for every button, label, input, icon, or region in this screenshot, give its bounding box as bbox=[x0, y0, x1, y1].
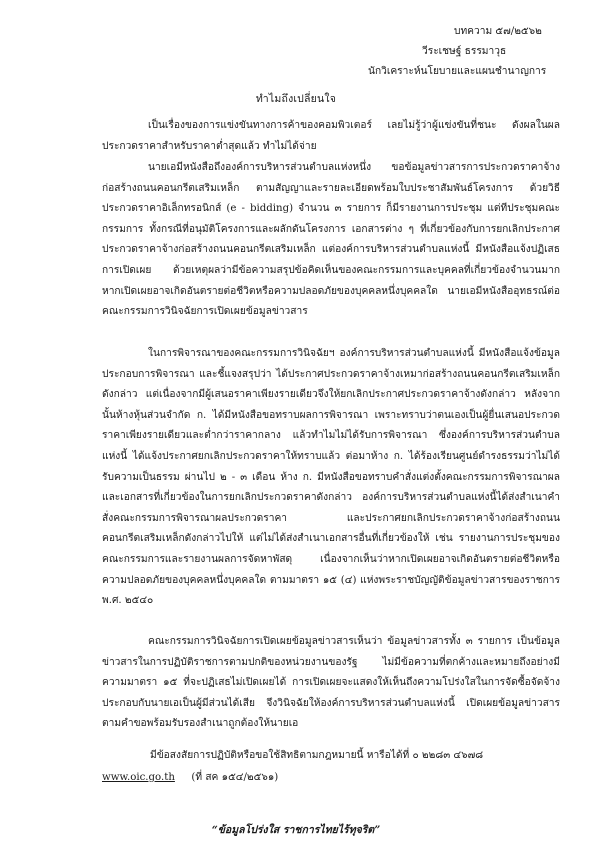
paragraph-1-text: เป็นเรื่องของการแข่งขันทางการค้าของคอมพิวเตอร์ เลยไม่รู้ว่าผู้แข่งขันที่ชนะ ดังผลในผลประกวดราคาสำหรับราคาต่ำสุดแล้ว ทำไม่ได้จ่าย bbox=[102, 120, 560, 152]
website-link[interactable]: www.oic.go.th bbox=[102, 772, 175, 783]
paragraph-3-text: ในการพิจารณาของคณะกรรมการวินิจฉัยฯ องค์การบริหารส่วนตำบลแห่งนี้ มีหนังสือแจ้งข้อมูลประกอบการพิจารณา และชี้แจงสรุปว่า ได้ประกาศประกวดราคาจ้างเหมาก่อสร้างถนนคอนกรีตเสริมเหล็กดังกล่าว แต่เนื่องจากมีผู้เสนอราคาเพียงรายเดียวจึงให้ยกเลิกประกาศประกวดราคาจ้างดังกล่าว หลังจากนั้นห้างหุ้นส่วนจำกัด ก. ได้มีหนังสือขอทราบผลการพิจารณา เพราะทราบว่าตนเองเป็นผู้ยื่นเสนอประกวดราคาเพียงรายเดียวและต่ำกว่าราคากลาง แล้วทำไมไม่ได้รับการพิจารณา ซึ่งองค์การบริหารส่วนตำบลแห่งนี้ ได้แจ้งประกาศยกเลิกประกวดราคาให้ทราบแล้ว ต่อมาห้าง ก. ได้ร้องเรียนศูนย์ดำรงธรรมว่าไม่ได้รับความเป็นธรรม ผ่านไป ๒ - ๓ เดือน ห้าง ก. มีหนังสือขอทราบคำสั่งแต่งตั้งคณะกรรมการพิจารณาผลและเอกสารที่เกี่ยวข้องในการยกเลิกประกวดราคาดังกล่าว องค์การบริหารส่วนตำบลแห่งนี้ได้ส่งสำเนาคำสั่งคณะกรรมการพิจารณาผลประกวดราคา และประกาศยกเลิกประกวดราคาจ้างก่อสร้างถนนคอนกรีตเสริมเหล็กดังกล่าวไปให้ แต่ไม่ได้ส่งสำเนาเอกสารอื่นที่เกี่ยวข้องให้ เช่น รายงานการประชุมของคณะกรรมการและรายงานผลการจัดหาพัสดุ เนื่องจากเห็นว่าหากเปิดเผยอาจเกิดอันตรายต่อชีวิตหรือความปลอดภัยของบุคคลหนึ่งบุคคลใด ตามมาตรา ๑๕ (๔) แห่งพระราชบัญญัติข้อมูลข่าวสารของราชการ พ.ศ. ๒๕๔๐ bbox=[102, 348, 560, 607]
reference-number: (ที่ สค ๑๕๔/๒๕๖๑) bbox=[191, 772, 279, 783]
author-position: นักวิเคราะห์นโยบายและแผนชำนาญการ bbox=[368, 66, 547, 77]
paragraph-3 bbox=[102, 344, 560, 612]
slogan: “ข้อมูลโปร่งใส ราชการไทยไร้ทุจริต” bbox=[211, 824, 381, 836]
author-name: วีระเชษฐ์ ธรรมาวุธ bbox=[422, 46, 507, 57]
article-title: ทำไมถึงเปลี่ยนใจ bbox=[255, 93, 337, 105]
contact-line: มีข้อสงสัยการปฏิบัติหรือขอใช้สิทธิตามกฎหมายนี้ หารือได้ที่ ๐ ๒๒๘๓ ๔๖๗๘ bbox=[150, 750, 484, 761]
issue-number: บทความ ๕๗/๒๕๖๒ bbox=[454, 26, 542, 37]
paragraph-2-text: นายเอมีหนังสือถึงองค์การบริหารส่วนตำบลแห่งหนึ่ง ขอข้อมูลข่าวสารการประกวดราคาจ้างก่อสร้างถนนคอนกรีตเสริมเหล็ก ตามสัญญาและรายละเอียดพร้อมใบประชาสัมพันธ์โครงการ ด้วยวิธีประกวดราคาอิเล็กทรอนิกส์ (e - bidding) จำนวน ๓ รายการ ก็มีรายงานการประชุม แต่ทีประชุมคณะกรรมการ ทั้งกรณีที่อนุมัติโครงการและผลักดันโครงการ เอกสารต่าง ๆ ที่เกี่ยวข้องกับการยกเลิกประกาศประกวดราคาจ้างก่อสร้างถนนคอนกรีตเสริมเหล็ก แต่องค์การบริหารส่วนตำบลแห่งนี้ มีหนังสือแจ้งปฏิเสธการเปิดเผย ด้วยเหตุผลว่ามีข้อความสรุปข้อคิดเห็นของคณะกรรมการและบุคคลที่เกี่ยวข้องจำนวนมาก หากเปิดเผยอาจเกิดอันตรายต่อชีวิตหรือความปลอดภัยของบุคคลหนึ่งบุคคลใด นายเอมีหนังสืออุทธรณ์ต่อคณะกรรมการวินิจฉัยการเปิดเผยข้อมูลข่าวสาร bbox=[102, 162, 560, 318]
reference-line bbox=[102, 768, 278, 789]
paragraph-4-text: คณะกรรมการวินิจฉัยการเปิดเผยข้อมูลข่าวสารเห็นว่า ข้อมูลข่าวสารทั้ง ๓ รายการ เป็นข้อมูลข่าวสารในการปฏิบัติราชการตามปกติของหน่วยงานของรัฐ ไม่มีข้อความที่ตกค้างและหมายถึงอย่างมีความมาตรา ๑๕ ที่จะปฏิเสธไม่เปิดเผยได้ การเปิดเผยจะแสดงให้เห็นถึงความโปร่งใสในการจัดซื้อจัดจ้าง ประกอบกับนายเอเป็นผู้มีส่วนได้เสีย จึงวินิจฉัยให้องค์การบริหารส่วนตำบลแห่งนี้ เปิดเผยข้อมูลข่าวสารตามคำขอพร้อมรับรองสำเนาถูกต้องให้นายเอ bbox=[102, 636, 560, 730]
paragraph-4 bbox=[102, 632, 560, 735]
paragraph-2 bbox=[102, 158, 560, 323]
paragraph-1 bbox=[102, 116, 560, 157]
